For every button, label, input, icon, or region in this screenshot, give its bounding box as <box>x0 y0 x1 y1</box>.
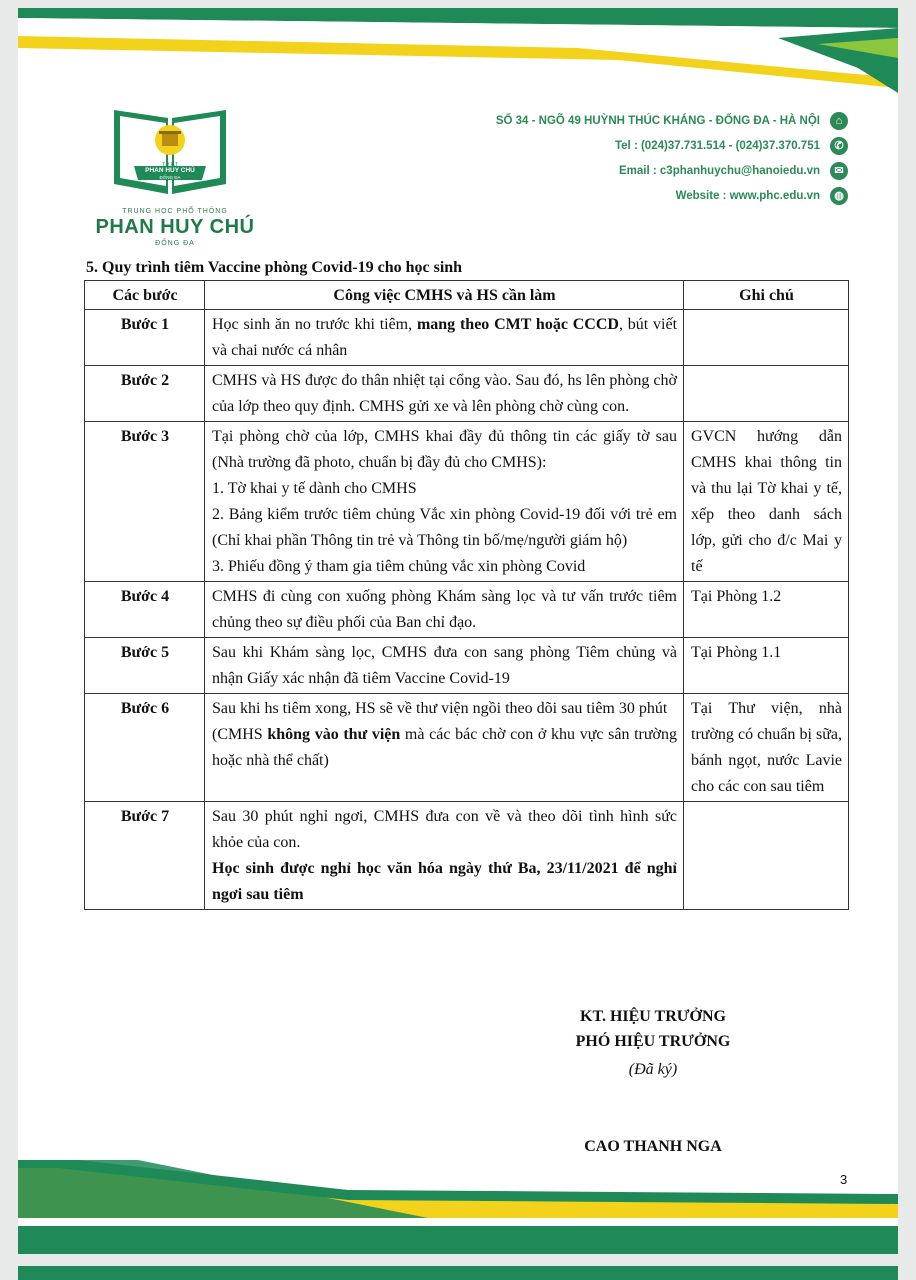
signature-signed-note: (Đã ký) <box>628 1061 678 1078</box>
contact-info <box>496 108 848 208</box>
task-text: Sau 30 phút nghỉ ngơi, CMHS đưa con về và theo dõi tình hình sức khỏe của con. <box>212 808 677 851</box>
phone-text: Tel : (024)37.731.514 - (024)37.370.751 <box>614 139 820 152</box>
school-type-label: TRUNG HỌC PHỔ THÔNG <box>122 208 228 215</box>
contact-phone-row <box>496 133 848 158</box>
task-bold-text: không vào thư viện <box>267 726 401 743</box>
table-row <box>85 582 849 638</box>
step-task <box>205 310 684 366</box>
task-bold-text: Học sinh được nghỉ học văn hóa ngày thứ Ba, 23/11/2021 để nghỉ ngơi sau tiêm <box>212 860 677 903</box>
footer-band-graphic <box>18 1160 898 1254</box>
table-row <box>85 310 849 366</box>
signer-name: CAO THANH NGA <box>584 1138 722 1155</box>
logo-text-top: T.H.P.T <box>161 162 179 168</box>
step-task: CMHS đi cùng con xuống phòng Khám sàng lọc và tư vấn trước tiêm chủng theo sự điều phối của Ban chỉ đạo. <box>205 582 684 638</box>
task-text: (CMHS <box>212 726 268 743</box>
document-page <box>18 8 898 1254</box>
task-text: , bút viết và chai nước cá nhân <box>212 316 678 359</box>
step-note: Tại Thư viện, nhà trường có chuẩn bị sữa, bánh ngọt, nước Lavie cho các con sau tiêm <box>684 694 849 802</box>
task-text <box>212 722 677 774</box>
task-item: 3. Phiếu đồng ý tham gia tiêm chủng vắc xin phòng Covid <box>212 558 586 575</box>
next-page-strip <box>18 1266 898 1280</box>
step-note <box>684 802 849 910</box>
step-note: GVCN hướng dẫn CMHS khai thông tin và thu lại Tờ khai y tế, xếp theo danh sách lớp, gửi cho đ/c Mai y tế <box>684 422 849 582</box>
step-label: Bước 2 <box>85 366 205 422</box>
step-note <box>684 366 849 422</box>
email-text: Email : c3phanhuychu@hanoiedu.vn <box>619 164 820 177</box>
step-task <box>205 422 684 582</box>
section-title: 5. Quy trình tiêm Vaccine phòng Covid-19 cho học sinh <box>86 259 463 276</box>
school-logo <box>90 104 260 254</box>
contact-email-row <box>496 158 848 183</box>
step-label: Bước 4 <box>85 582 205 638</box>
task-text: mà các bác chờ con ở khu vực sân trường hoặc nhà thể chất) <box>212 726 678 769</box>
step-label: Bước 6 <box>85 694 205 802</box>
contact-website-row <box>496 183 848 208</box>
table-row <box>85 694 849 802</box>
phone-icon: ✆ <box>830 137 848 155</box>
step-task <box>205 802 684 910</box>
step-label: Bước 5 <box>85 638 205 694</box>
signature-position: PHÓ HIỆU TRƯỞNG <box>575 1033 731 1050</box>
header-tasks: Công việc CMHS và HS cần làm <box>205 281 684 310</box>
signature-title: KT. HIỆU TRƯỞNG <box>580 1008 726 1025</box>
task-item: 1. Tờ khai y tế dành cho CMHS <box>212 480 417 497</box>
task-text: Tại phòng chờ của lớp, CMHS khai đầy đủ thông tin các giấy tờ sau (Nhà trường đã photo, chuẩn bị đầy đủ cho CMHS): <box>212 428 677 471</box>
home-icon: ⌂ <box>830 112 848 130</box>
step-label: Bước 1 <box>85 310 205 366</box>
step-note <box>684 310 849 366</box>
task-text: Học sinh ăn no trước khi tiêm, <box>212 316 417 333</box>
header-notes: Ghi chú <box>684 281 849 310</box>
procedure-table <box>84 280 849 910</box>
address-text: SỐ 34 - NGÕ 49 HUỲNH THÚC KHÁNG - ĐỐNG ĐA - HÀ NỘI <box>495 114 820 127</box>
school-name: PHAN HUY CHÚ <box>95 216 255 238</box>
step-task: Sau khi Khám sàng lọc, CMHS đưa con sang phòng Tiêm chủng và nhận Giấy xác nhận đã tiêm Vaccine Covid-19 <box>205 638 684 694</box>
step-label: Bước 7 <box>85 802 205 910</box>
step-task: CMHS và HS được đo thân nhiệt tại cổng vào. Sau đó, hs lên phòng chờ của lớp theo quy định. CMHS gửi xe và lên phòng chờ cùng con. <box>205 366 684 422</box>
task-bold-text: mang theo CMT hoặc CCCD <box>416 316 619 333</box>
contact-address-row <box>496 108 848 133</box>
globe-icon: ◍ <box>830 187 848 205</box>
header-band-graphic <box>18 8 898 98</box>
page-number: 3 <box>840 1172 848 1187</box>
logo-text-main: PHAN HUY CHÚ <box>145 167 195 174</box>
header-steps: Các bước <box>85 281 205 310</box>
task-text: Sau khi hs tiêm xong, HS sẽ về thư viện ngồi theo dõi sau tiêm 30 phút <box>212 700 668 717</box>
task-item: 2. Bảng kiểm trước tiêm chủng Vắc xin phòng Covid-19 đối với trẻ em (Chỉ khai phần Thông tin trẻ và Thông tin bố/mẹ/người giám hộ) <box>212 506 677 549</box>
step-note: Tại Phòng 1.2 <box>684 582 849 638</box>
book-emblem-icon <box>110 104 230 196</box>
step-task <box>205 694 684 802</box>
table-row <box>85 638 849 694</box>
table-row <box>85 802 849 910</box>
logo-text-bottom: ĐỐNG ĐA <box>159 175 181 180</box>
step-note: Tại Phòng 1.1 <box>684 638 849 694</box>
step-label: Bước 3 <box>85 422 205 582</box>
mail-icon: ✉ <box>830 162 848 180</box>
table-row <box>85 366 849 422</box>
table-row <box>85 422 849 582</box>
table-header-row <box>85 281 849 310</box>
school-district: ĐỐNG ĐA <box>155 240 195 247</box>
website-text: Website : www.phc.edu.vn <box>675 189 820 202</box>
